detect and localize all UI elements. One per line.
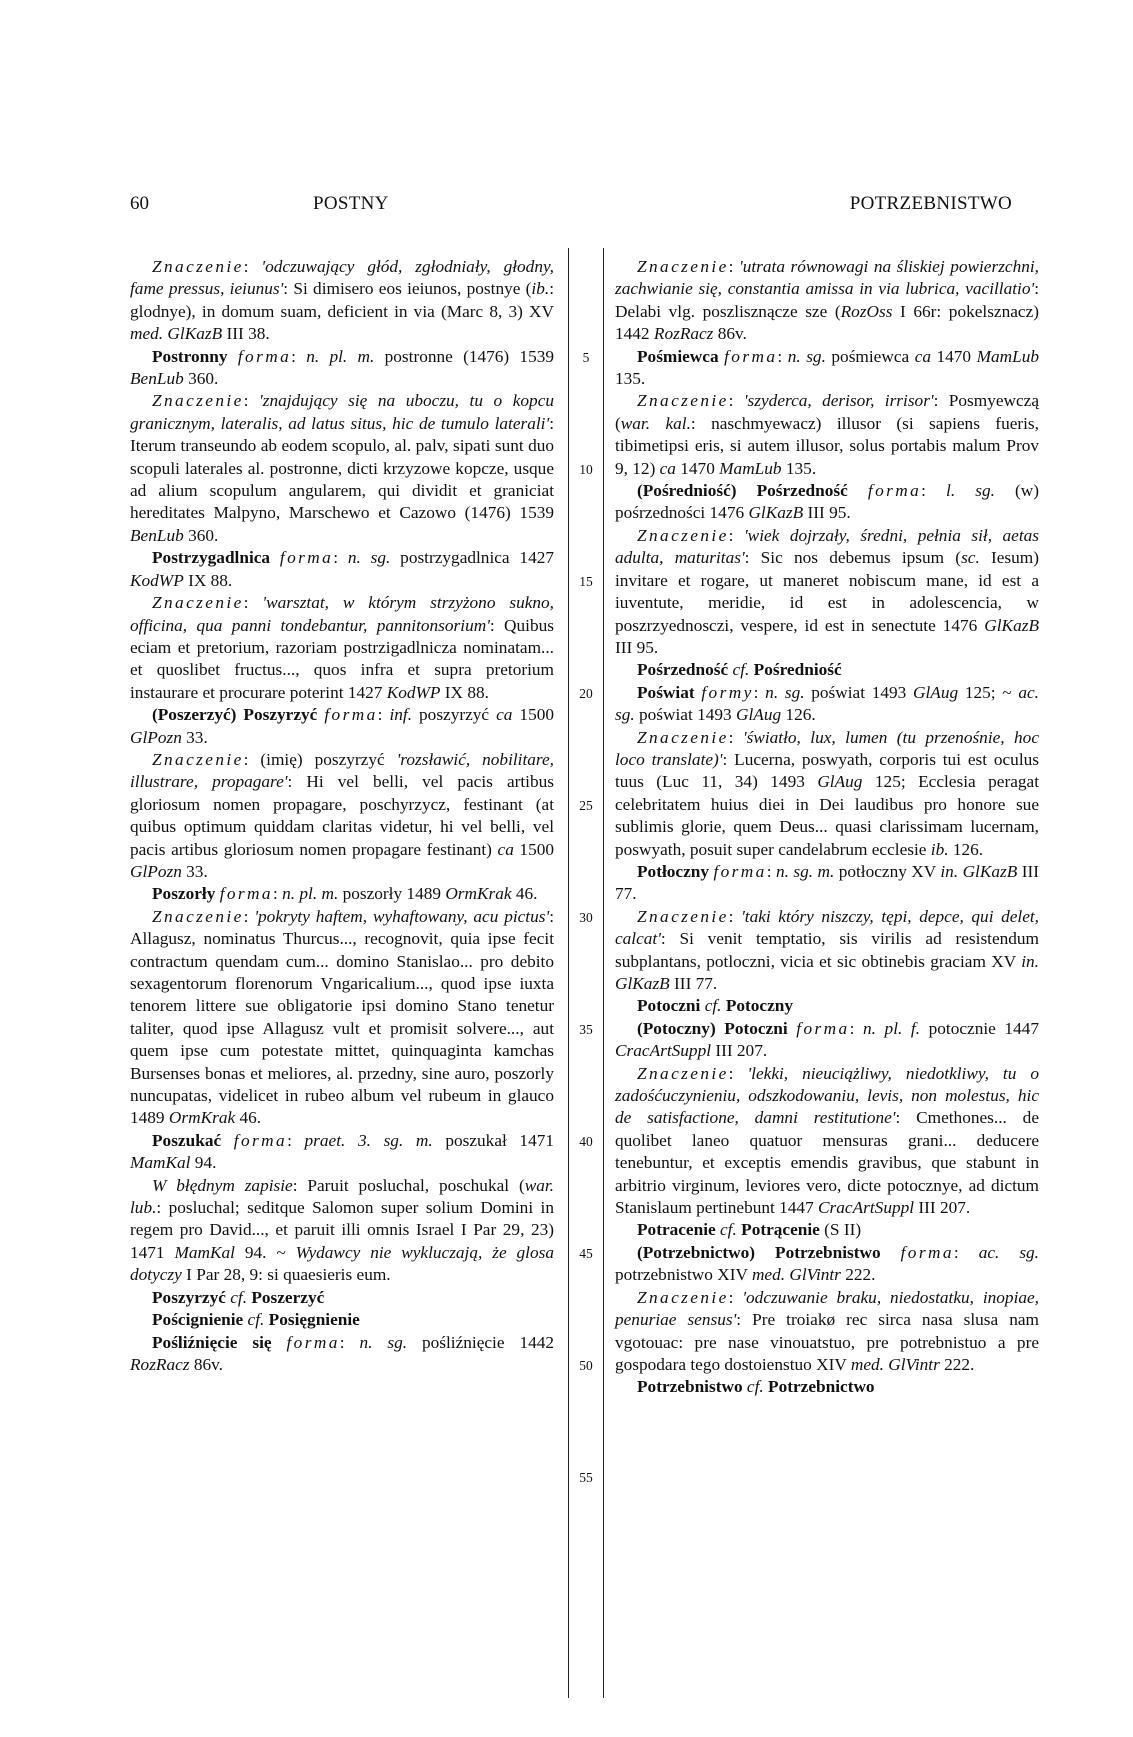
left-entry: Poszorły forma: n. pl. m. poszorły 1489 OrmKrak 46.	[152, 884, 538, 904]
left-entry: Pośliźnięcie się forma: n. sg. pośliźnięcie 1442 RozRacz 86v.	[130, 1332, 555, 1374]
right-entry: Potoczni cf. Potoczny	[637, 996, 793, 1016]
left-running-head: POSTNY	[313, 193, 389, 214]
right-entry: (Potoczny) Potoczni forma: n. pl. f. potocznie 1447 CracArtSuppl III 207.	[615, 1018, 1039, 1061]
right-entry: Znaczenie: 'wiek dojrzały, średni, pełnia sił, aetas adulta, maturitas': Sic nos debemus ipsum (sc. Iesum) invitare et rogare, ut maneret nobiscum mane, id est a iuventute, meridie, id est in adolescencia, w poszrzyednosczi, vespere, id est in senectute 1476 GlKazB III 95.	[615, 525, 1039, 657]
left-entry: Znaczenie: 'pokryty haftem, wyhaftowany, acu pictus': Allagusz, nominatus Thurcus..., recognovit, quia ipse fecit contractum quendam cum... domino Stanislao... pro debito sexagentorum florenorum Vngaricalium..., quod ipse iuxta tenorem littere sue obligatorie ipsi domino Stano tenetur taliter, quod ipse Allagusz vult et promisit solvere..., aut quem ipse cum potestate mittet, quinquaginta kamchas Bursenses bonas et meliores, al. przedny, sine auro, poszorly nuncupatas, videlicet in rubeo album vel rubeum in glauco 1489 OrmKrak 46.	[130, 906, 554, 1128]
left-entry: (Poszerzyć) Poszyrzyć forma: inf. poszyrzyć ca 1500 GlPozn 33.	[130, 705, 554, 747]
right-entry: Pośrzedność cf. Pośredniość	[637, 660, 842, 680]
line-number: 5	[582, 349, 590, 365]
left-column	[130, 256, 554, 1376]
right-entry: (Potrzebnictwo) Potrzebnistwo forma: ac. sg. potrzebnistwo XIV med. GlVintr 222.	[615, 1242, 1040, 1285]
line-number: 25	[579, 797, 593, 813]
line-number: 45	[579, 1245, 593, 1261]
right-entry: Znaczenie: 'taki który niszczy, tępi, depce, qui delet, calcat': Si venit temptatio, sis virilis ad resistendum subplantans, potloczni, vicia et sic obtinebis graciam XV in. GlKazB III 77.	[615, 906, 1040, 993]
right-column	[615, 256, 1039, 1399]
column-rule-right	[603, 248, 604, 1698]
line-number: 55	[579, 1469, 593, 1485]
right-entry: (Pośredniość) Pośrzedność forma: l. sg. (w) pośrzedności 1476 GlKazB III 95.	[615, 481, 1040, 523]
line-number: 10	[579, 461, 593, 477]
left-entry: W błędnym zapisie: Paruit posluchal, poschukal (war. lub.: posluchal; seditque Salomon super solium Domini in regem pro David..., et paruit illi omnis Israel I Par 29, 23) 1471 MamKal 94. ~ Wydawcy nie wykluczają, że glosa dotyczy I Par 28, 9: si quaesieris eum.	[130, 1175, 554, 1285]
right-running-head: POTRZEBNISTWO	[849, 193, 1012, 214]
right-entry: Potrzebnistwo cf. Potrzebnictwo	[637, 1377, 875, 1397]
left-entry: Postronny forma: n. pl. m. postronne (1476) 1539 BenLub 360.	[130, 346, 554, 389]
left-entry: Znaczenie: 'odczuwający głód, zgłodniały, głodny, fame pressus, ieiunus': Si dimisero eos ieiunos, postnye (ib.: glodnye), in domum suam, deficient in via (Marc 8, 3) XV med. GlKazB III 38.	[130, 257, 554, 344]
right-entry: Poświat formy: n. sg. poświat 1493 GlAug 125; ~ ac. sg. poświat 1493 GlAug 126.	[615, 682, 1039, 725]
right-entry: Znaczenie: 'odczuwanie braku, niedostatku, inopiae, penuriae sensus': Pre troiakø rec sirca nasa slusa nam vgotouac: pre nase vinouatstuo, pre potrebnistuo a pre gospodara tego dostoienstuo XIV med. GlVintr 222.	[615, 1287, 1040, 1374]
left-entry: Poszyrzyć cf. Poszerzyć	[152, 1287, 325, 1307]
left-entry: Postrzygadlnica forma: n. sg. postrzygadlnica 1427 KodWP IX 88.	[130, 548, 554, 590]
left-entry: Znaczenie: (imię) poszyrzyć 'rozsławić, nobilitare, illustrare, propagare': Hi vel belli, vel pacis artibus gloriosum nomen propagare, poschyrzycz, festinant (at quibus optimum quiddam claritas videtur, hi vel belli, vel pacis artibus gloriosum nomen propagare festinant) ca 1500 GlPozn 33.	[130, 749, 554, 881]
right-entry: Znaczenie: 'lekki, nieuciążliwy, niedotkliwy, tu o zadośćuczynieniu, odszkodowaniu, levis, non molestus, hic de satisfactione, damni restitutione': Cmethones... de quolibet laneo quatuor mensuras grani... deducere tenebuntur, et exceptis emendis gravibus, que stabunt in arbitrio virginum, leviores vero, dicte potocznye, ad dictum Stanislaum pertinebunt 1447 CracArtSuppl III 207.	[615, 1063, 1040, 1218]
right-entry: Pośmiewca forma: n. sg. pośmiewca ca 1470 MamLub 135.	[615, 346, 1040, 389]
line-number: 35	[579, 1021, 593, 1037]
left-entry: Znaczenie: 'znajdujący się na uboczu, tu o kopcu granicznym, lateralis, ad latus situs, hic de tumulo laterali': Iterum transeundo ab eodem scopulo, al. palv, sipati sunt duo scopuli laterales al. postronne, dicti krzyzowe kopcze, usque ad alium scopulum angularem, qui dividit et graniciat hereditates Malpyno, Marschewo et Cazowo (1476) 1539 BenLub 360.	[130, 391, 555, 545]
right-entry: Znaczenie: 'utrata równowagi na śliskiej powierzchni, zachwianie się, constantia amissa in via lubrica, vacillatio': Delabi vlg. poszlisznącze sze (RozOss I 66r: pokelsznacz) 1442 RozRacz 86v.	[615, 257, 1039, 344]
left-entry: Poścignienie cf. Posięgnienie	[152, 1310, 360, 1330]
right-entry: Potłoczny forma: n. sg. m. potłoczny XV in. GlKazB III 77.	[615, 861, 1039, 904]
line-number: 40	[579, 1133, 593, 1149]
right-entry: Znaczenie: 'światło, lux, lumen (tu przenośnie, hoc loco translate)': Lucerna, poswyath, corporis tui est oculus tuus (Luc 11, 34) 1493 GlAug 125; Ecclesia peragat celebritatem huius diei in Dei laudibus pro honore sue sublimis glorie, quem Deus... quasi clarissimam lucernam, poswyath, posuit super candelabrum ecclesie ib. 126.	[615, 727, 1039, 859]
line-number: 20	[579, 685, 593, 701]
right-entry: Znaczenie: 'szyderca, derisor, irrisor': Posmyewczą (war. kal.: naschmyewacz) illusor (si sapiens fueris, tibimetipsi eris, si autem illusor, solus portabis malum Prov 9, 12) ca 1470 MamLub 135.	[615, 391, 1040, 478]
left-entry: Poszukać forma: praet. 3. sg. m. poszukał 1471 MamKal 94.	[130, 1130, 554, 1173]
line-number: 50	[579, 1357, 593, 1373]
right-entry: Potracenie cf. Potrącenie (S II)	[637, 1220, 862, 1240]
line-number: 15	[579, 573, 593, 589]
line-number: 30	[579, 909, 593, 925]
running-header	[130, 193, 1012, 223]
page-number: 60	[130, 193, 149, 214]
left-entry: Znaczenie: 'warsztat, w którym strzyżono sukno, officina, qua panni tondebantur, pannitonsorium': Quibus eciam et pretorium, razoriam postrzigadlnicza nominatam... et quoslibet fructus..., quos infra et supra pretorium instaurare et procurare poterint 1427 KodWP IX 88.	[130, 593, 554, 702]
